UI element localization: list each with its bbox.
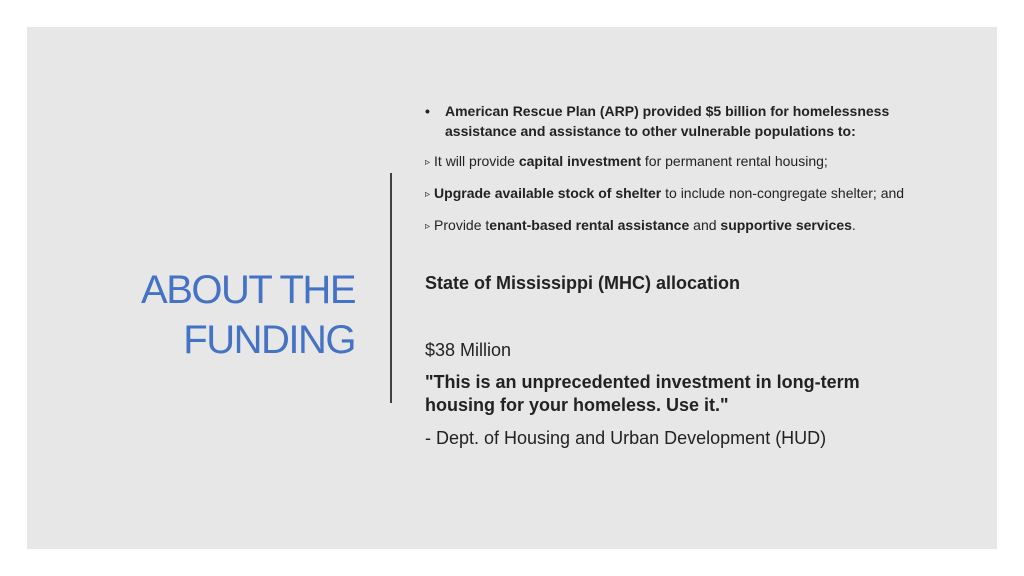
title-line-2: FUNDING — [183, 318, 355, 362]
sub-bullet-3-pre: Provide t — [434, 217, 490, 233]
vertical-divider — [390, 173, 392, 403]
triangle-arrow-icon: ▹ — [425, 189, 431, 200]
sub-bullet-rental-assistance — [425, 215, 925, 237]
sub-bullet-capital-investment — [425, 151, 925, 173]
content-body — [425, 101, 925, 450]
bullet-dot-icon: • — [425, 103, 430, 119]
sub-bullet-2-bold: Upgrade available stock of shelter — [434, 185, 662, 201]
allocation-amount: $38 Million — [425, 340, 512, 360]
title-line-1: ABOUT THE — [141, 268, 355, 312]
main-bullet-text: American Rescue Plan (ARP) provided $5 billion for homelessness assistance and assistance to other vulnerable populations to: — [445, 103, 890, 139]
quote-attribution: - Dept. of Housing and Urban Development (HUD) — [425, 428, 827, 448]
sub-bullet-1-pre: It will provide — [434, 153, 519, 169]
allocation-label: State of Mississippi (MHC) allocation — [425, 273, 741, 293]
triangle-arrow-icon: ▹ — [425, 221, 431, 232]
sub-bullet-3-post: . — [851, 217, 856, 233]
sub-bullet-upgrade-shelter — [425, 183, 925, 205]
main-bullet — [425, 101, 925, 141]
sub-bullet-1-bold: capital investment — [518, 153, 641, 169]
sub-bullet-3-bold-1: enant-based rental assistance — [489, 217, 690, 233]
slide-title — [141, 265, 355, 365]
hud-quote: "This is an unprecedented investment in long-term housing for your homeless. Use it." — [425, 372, 860, 415]
sub-bullet-2-post: to include non-congregate shelter; and — [661, 185, 905, 201]
sub-bullet-3-mid: and — [689, 217, 721, 233]
sub-bullet-3-bold-2: supportive services — [720, 217, 852, 233]
triangle-arrow-icon: ▹ — [425, 157, 431, 168]
slide — [27, 27, 997, 549]
sub-bullet-1-post: for permanent rental housing; — [641, 153, 828, 169]
